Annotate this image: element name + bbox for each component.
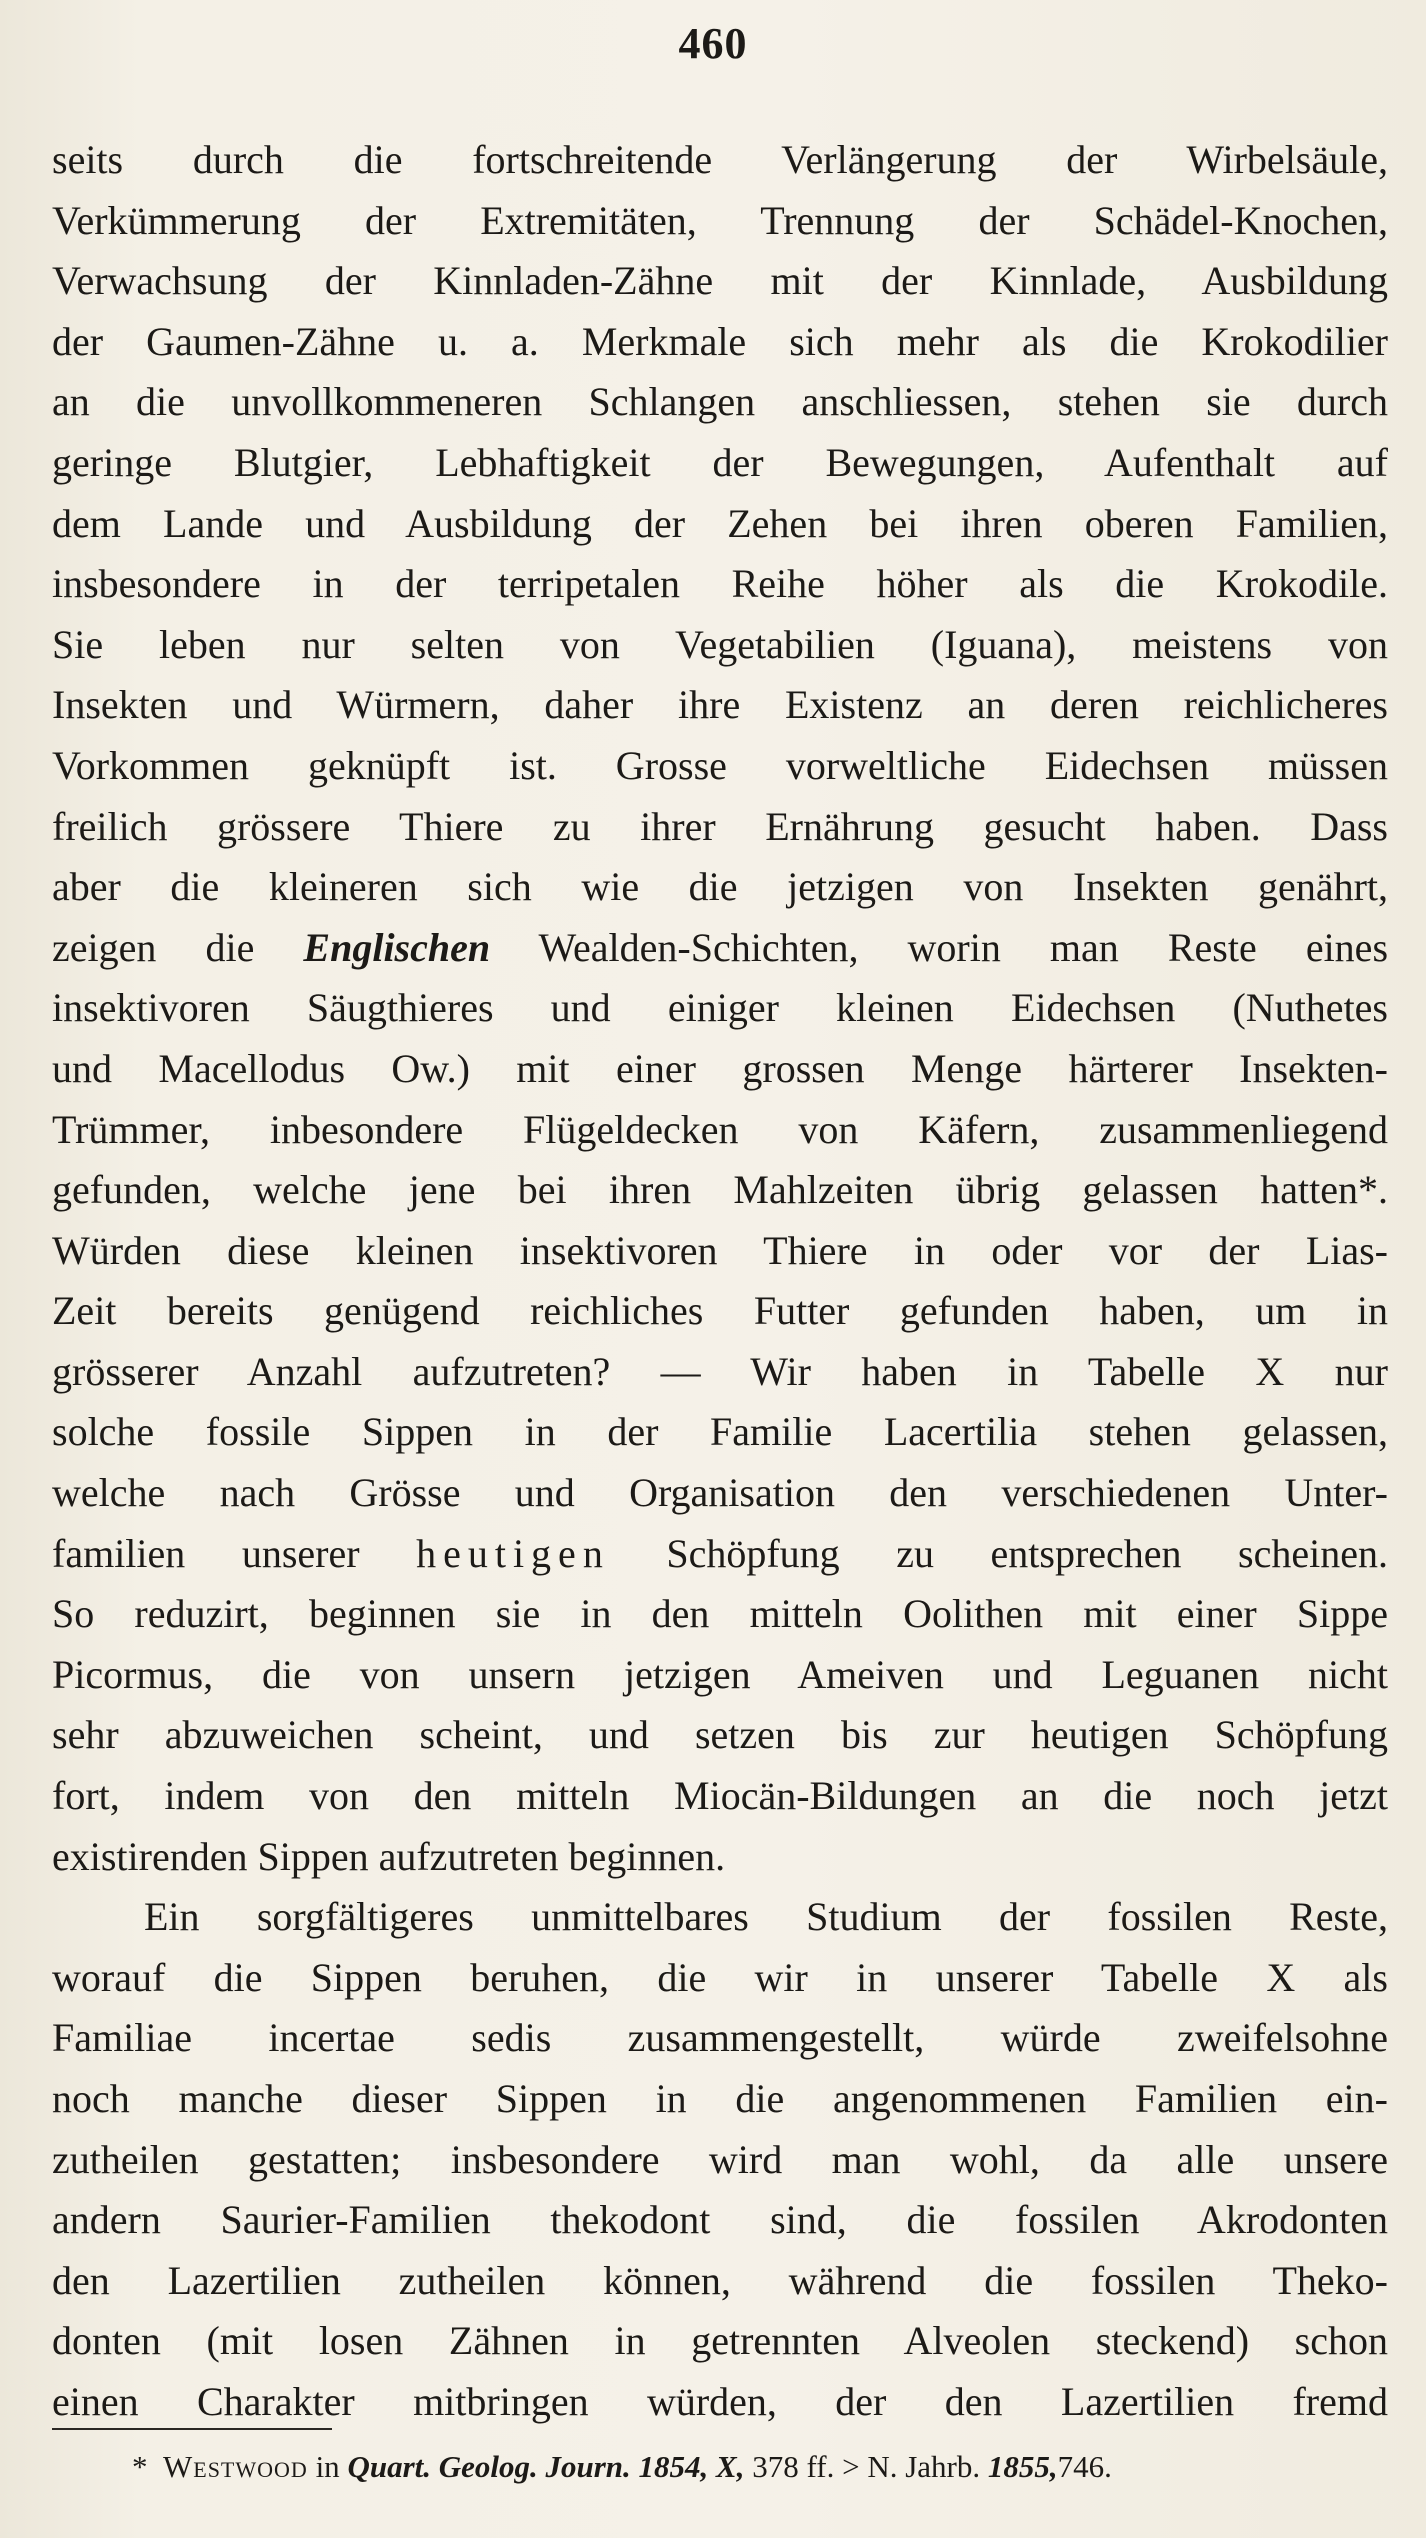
- paragraph-2: [52, 1887, 1388, 2432]
- page-number: 460: [678, 19, 748, 68]
- text-line: Verkümmerung der Extremitäten, Trennung der Schädel-Knochen,: [52, 197, 1388, 243]
- text-line: Ein sorgfältigeres unmittelbares Studium der fossilen Reste,: [144, 1894, 1388, 1940]
- text-line: Verwachsung der Kinnladen-Zähne mit der Kinnlade, Ausbildung: [52, 258, 1388, 304]
- footnote-author: Westwood: [163, 2449, 308, 2484]
- italic-emphasis: Englischen: [303, 924, 491, 970]
- footnote-jahrbuch: N. Jahrb.: [859, 2449, 988, 2484]
- text-line: welche nach Grösse und Organisation den verschiedenen Unter-: [52, 1470, 1388, 1516]
- text-line: existirenden Sippen aufzutreten beginnen.: [52, 1833, 726, 1879]
- footnote-pages: 378 ff.: [744, 2449, 843, 2484]
- text-line: fort, indem von den mitteln Miocän-Bildungen an die noch jetzt: [52, 1773, 1388, 1819]
- text-line: den Lazertilien zutheilen können, während die fossilen Theko-: [52, 2257, 1388, 2303]
- text-line: solche fossile Sippen in der Familie Lacertilia stehen gelassen,: [52, 1409, 1388, 1455]
- text-line: grösserer Anzahl aufzutreten? — Wir haben in Tabelle X nur: [52, 1348, 1388, 1394]
- text-line: insektivoren Säugthieres und einiger kleinen Eidechsen (Nuthetes: [52, 985, 1388, 1031]
- footnote-journal: Quart. Geolog. Journ. 1854, X,: [347, 2449, 745, 2484]
- footnote-jahrbuch-year: 1855,: [987, 2449, 1058, 2484]
- footnote-marker: *: [132, 2449, 148, 2484]
- text-line: andern Saurier-Familien thekodont sind, die fossilen Akrodonten: [52, 2197, 1388, 2243]
- text-line: Vorkommen geknüpft ist. Grosse vorweltliche Eidechsen müssen: [52, 742, 1388, 788]
- text-line: So reduzirt, beginnen sie in den mitteln Oolithen mit einer Sippe: [52, 1591, 1388, 1637]
- text-line: noch manche dieser Sippen in die angenommenen Familien ein-: [52, 2076, 1388, 2121]
- text-run: zeigen die: [52, 924, 304, 970]
- text-line: worauf die Sippen beruhen, die wir in unserer Tabelle X als: [52, 1954, 1388, 2000]
- text-run: Wealden-Schichten, worin man Reste eines: [490, 924, 1388, 970]
- text-line: freilich grössere Thiere zu ihrer Ernährung gesucht haben. Dass: [52, 803, 1388, 849]
- text-line: [52, 1524, 1388, 1585]
- text-run: in: [307, 2449, 348, 2484]
- text-line: sehr abzuweichen scheint, und setzen bis zur heutigen Schöpfung: [52, 1712, 1388, 1758]
- body-text: [52, 130, 1388, 2433]
- text-line: Familiae incertae sedis zusammengestellt, würde zweifelsohne: [52, 2015, 1388, 2061]
- text-run: Schöpfung zu entsprechen scheinen.: [609, 1530, 1388, 1576]
- text-line: an die unvollkommeneren Schlangen anschliessen, stehen sie durch: [52, 379, 1388, 425]
- text-line: zutheilen gestatten; insbesondere wird man wohl, da alle unsere: [52, 2136, 1388, 2182]
- text-line: der Gaumen-Zähne u. a. Merkmale sich mehr als die Krokodilier: [52, 318, 1388, 364]
- spaced-emphasis: heutigen: [416, 1530, 610, 1576]
- text-line: [52, 918, 1388, 979]
- text-line: Würden diese kleinen insektivoren Thiere in oder vor der Lias-: [52, 1227, 1388, 1273]
- footnote-jahrbuch-page: 746.: [1057, 2449, 1112, 2484]
- text-line: dem Lande und Ausbildung der Zehen bei ihren oberen Familien,: [52, 500, 1388, 546]
- arrow-symbol: >: [842, 2449, 860, 2484]
- text-line: seits durch die fortschreitende Verlängerung der Wirbelsäule,: [52, 137, 1388, 182]
- text-line: Zeit bereits genügend reichliches Futter gefunden haben, um in: [52, 1288, 1388, 1334]
- text-line: donten (mit losen Zähnen in getrennten Alveolen steckend) schon: [52, 2318, 1388, 2364]
- text-line: insbesondere in der terripetalen Reihe höher als die Krokodile.: [52, 561, 1388, 607]
- text-line: und Macellodus Ow.) mit einer grossen Menge härterer Insekten-: [52, 1045, 1388, 1091]
- text-run: familien unserer: [52, 1530, 417, 1576]
- text-line: gefunden, welche jene bei ihren Mahlzeiten übrig gelassen hatten*.: [52, 1167, 1388, 1213]
- text-line: Insekten und Würmern, daher ihre Existenz an deren reichlicheres: [52, 682, 1388, 728]
- text-line: geringe Blutgier, Lebhaftigkeit der Bewegungen, Aufenthalt auf: [52, 439, 1388, 485]
- text-line: Trümmer, inbesondere Flügeldecken von Käfern, zusammenliegend: [52, 1106, 1388, 1152]
- footnote-divider: [52, 2428, 332, 2430]
- text-line: aber die kleineren sich wie die jetzigen von Insekten genährt,: [52, 864, 1388, 910]
- footnote: [132, 2447, 1388, 2487]
- text-line: Picormus, die von unsern jetzigen Ameiven und Leguanen nicht: [52, 1651, 1388, 1697]
- paragraph-1: [52, 130, 1388, 1887]
- text-line: Sie leben nur selten von Vegetabilien (Iguana), meistens von: [52, 621, 1388, 667]
- text-line: einen Charakter mitbringen würden, der den Lazertilien fremd: [52, 2378, 1388, 2424]
